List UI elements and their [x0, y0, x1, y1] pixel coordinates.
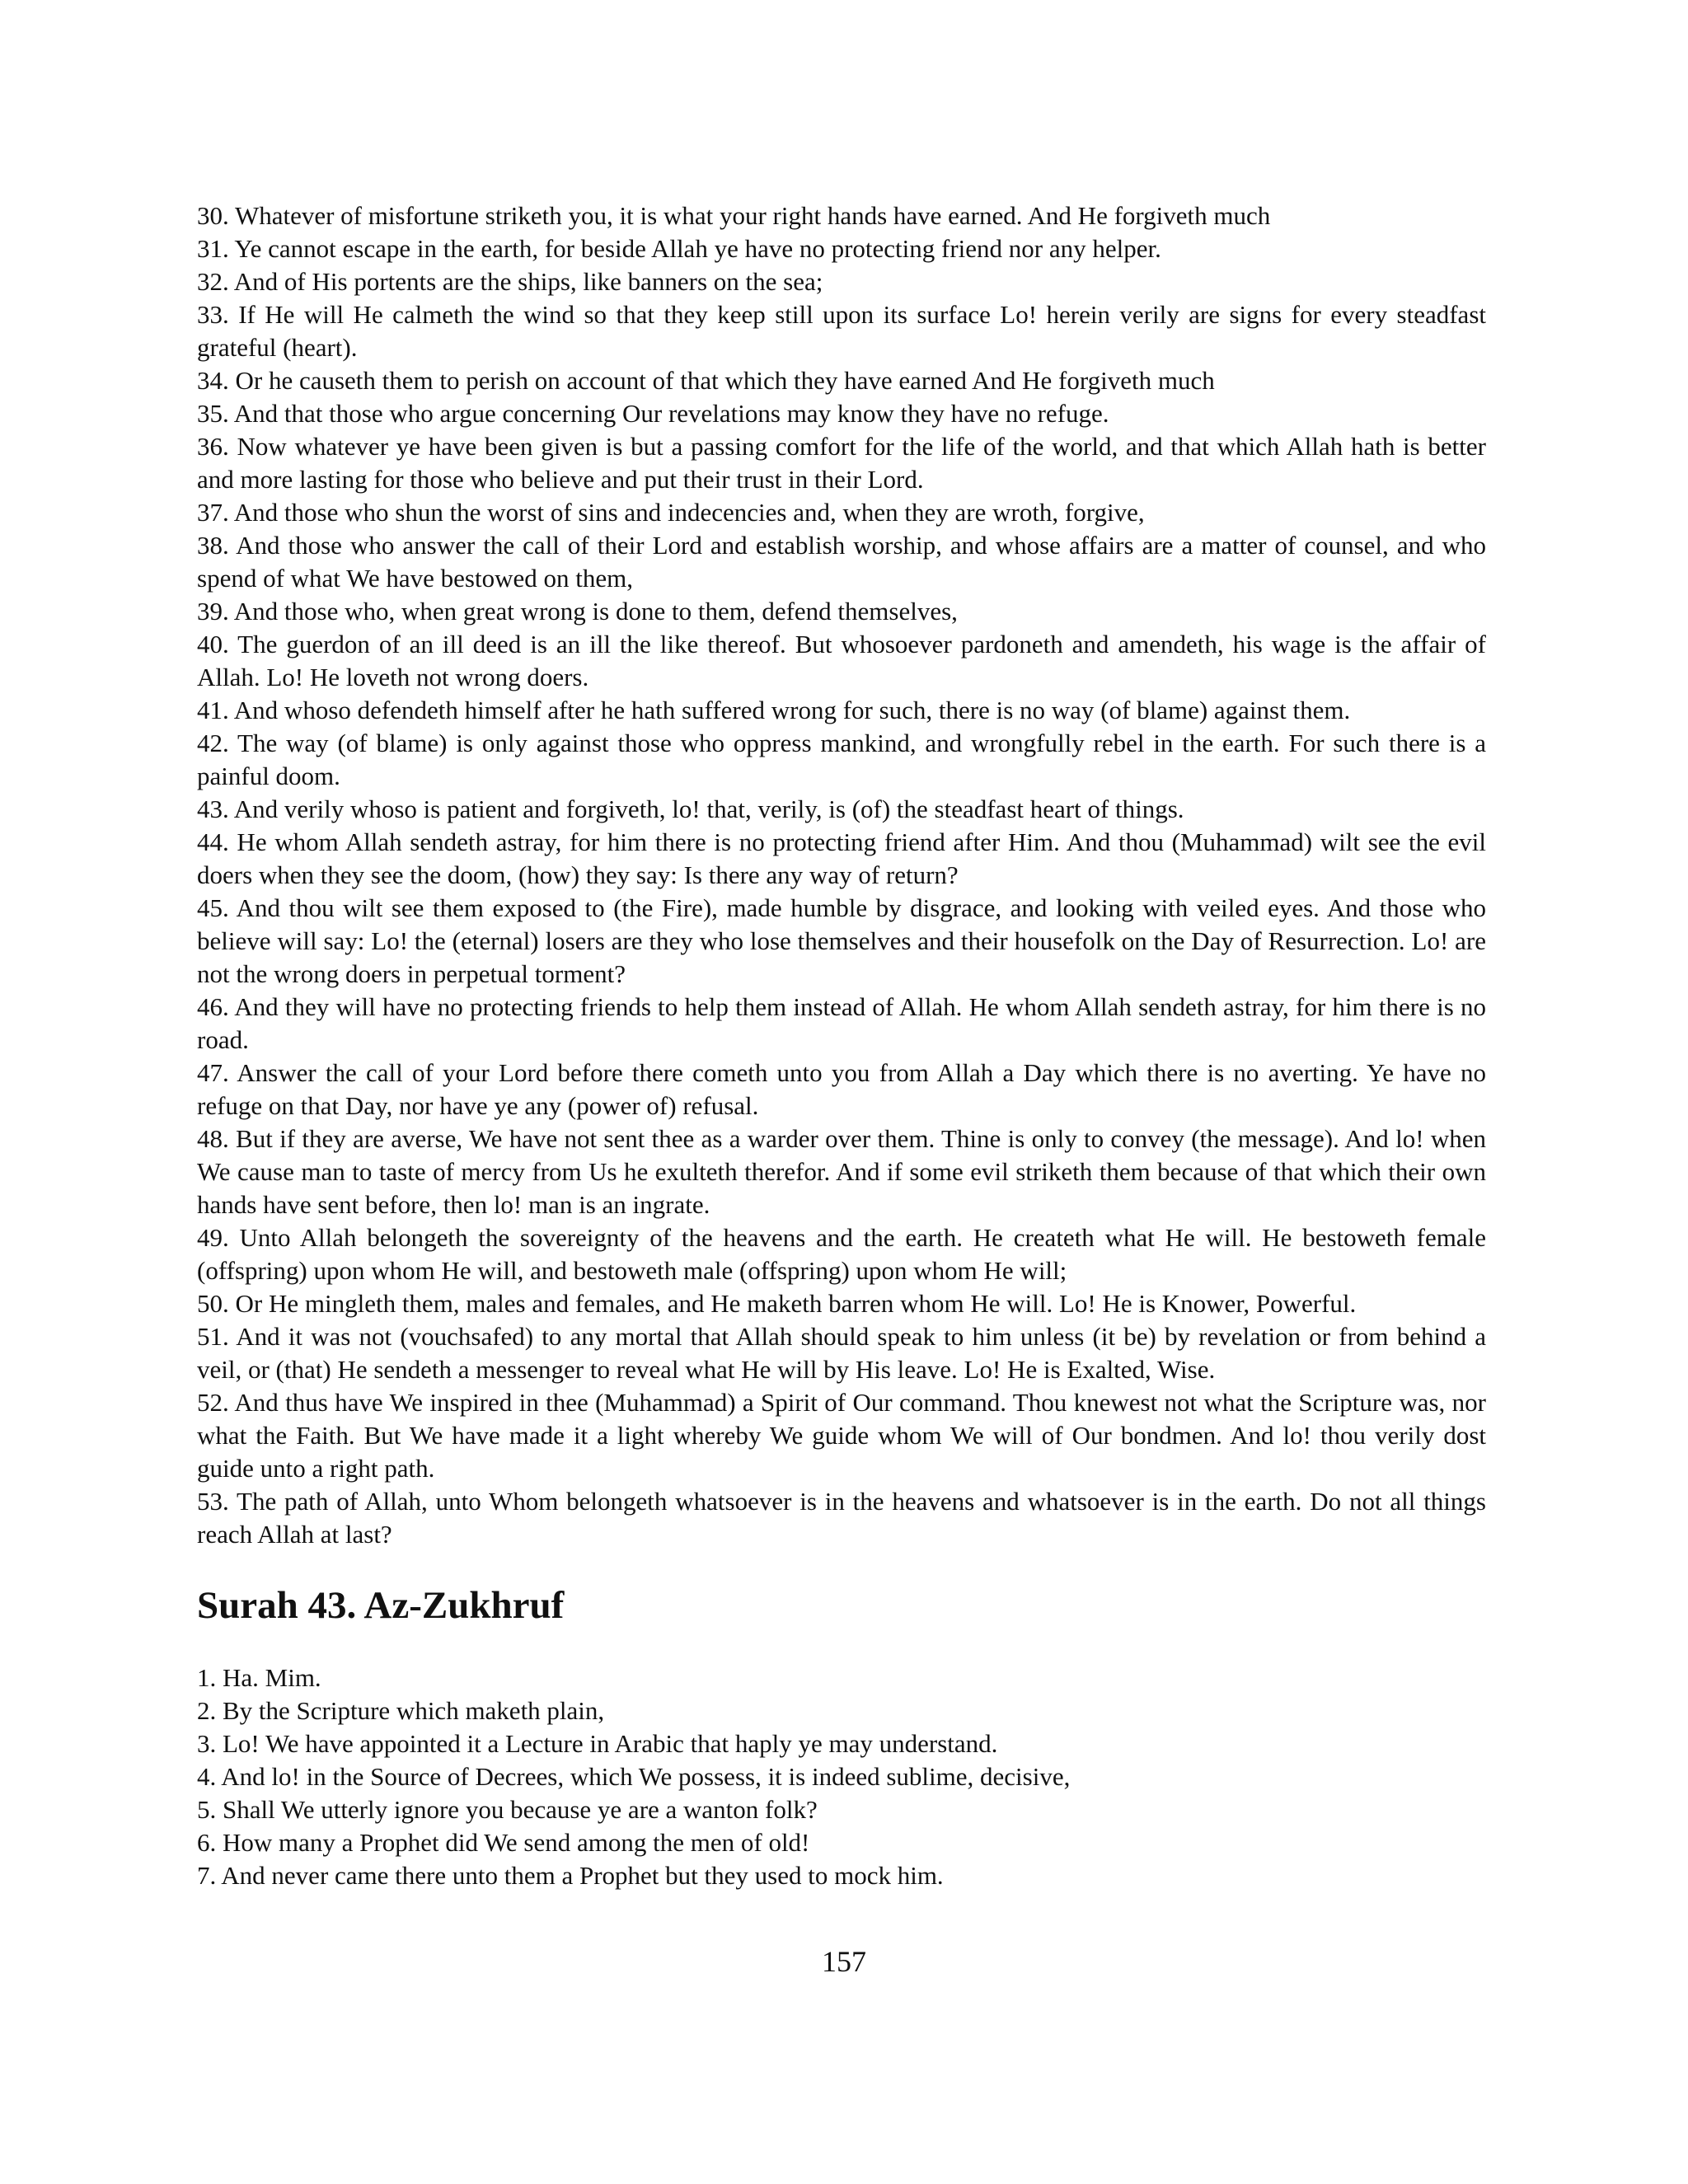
verse-47: 47. Answer the call of your Lord before there cometh unto you from Allah a Day which there is no averting. Ye have no refuge on that Day, nor have ye any (power of) refusal.: [197, 1058, 1486, 1120]
verse-52: 52. And thus have We inspired in thee (Muhammad) a Spirit of Our command. Thou knewest not what the Scripture was, nor what the Faith. But We have made it a light whereby We guide whom We will of Our bondmen. And lo! thou verily dost guide unto a right path.: [197, 1388, 1486, 1483]
verse-35: 35. And that those who argue concerning Our revelations may know they have no refuge.: [197, 399, 1109, 428]
verse-43: 43. And verily whoso is patient and forgiveth, lo! that, verily, is (of) the steadfast heart of things.: [197, 794, 1184, 823]
verse-44: 44. He whom Allah sendeth astray, for him there is no protecting friend after Him. And thou (Muhammad) wilt see the evil doers when they see the doom, (how) they say: Is there any way of return?: [197, 827, 1486, 889]
verse-1: 1. Ha. Mim.: [197, 1663, 321, 1692]
verse-34: 34. Or he causeth them to perish on account of that which they have earned And He forgiveth much: [197, 366, 1215, 395]
verse-7: 7. And never came there unto them a Prophet but they used to mock him.: [197, 1861, 944, 1890]
page-content: [197, 199, 1486, 1892]
verse-48: 48. But if they are averse, We have not sent thee as a warder over them. Thine is only to convey (the message). And lo! when We cause man to taste of mercy from Us he exulteth therefor. And if some evil striketh them because of that which their own hands have sent before, then lo! man is an ingrate.: [197, 1124, 1486, 1219]
verse-50: 50. Or He mingleth them, males and females, and He maketh barren whom He will. Lo! He is Knower, Powerful.: [197, 1289, 1357, 1318]
verse-49: 49. Unto Allah belongeth the sovereignty of the heavens and the earth. He createth what He will. He bestoweth female (offspring) upon whom He will, and bestoweth male (offspring) upon whom He will;: [197, 1223, 1486, 1285]
verse-list-surah-43: [197, 1661, 1486, 1892]
verse-3: 3. Lo! We have appointed it a Lecture in Arabic that haply ye may understand.: [197, 1729, 998, 1758]
verse-32: 32. And of His portents are the ships, like banners on the sea;: [197, 267, 823, 296]
verse-30: 30. Whatever of misfortune striketh you, it is what your right hands have earned. And He forgiveth much: [197, 201, 1271, 230]
verse-2: 2. By the Scripture which maketh plain,: [197, 1696, 605, 1725]
verse-6: 6. How many a Prophet did We send among the men of old!: [197, 1828, 810, 1857]
verse-list-surah-42: [197, 199, 1486, 1551]
surah-heading: Surah 43. Az-Zukhruf: [197, 1584, 565, 1627]
verse-53: 53. The path of Allah, unto Whom belongeth whatsoever is in the heavens and whatsoever is in the earth. Do not all things reach Allah at last?: [197, 1487, 1486, 1549]
verse-42: 42. The way (of blame) is only against those who oppress mankind, and wrongfully rebel in the earth. For such there is a painful doom.: [197, 729, 1486, 790]
verse-5: 5. Shall We utterly ignore you because ye are a wanton folk?: [197, 1795, 818, 1824]
verse-36: 36. Now whatever ye have been given is but a passing comfort for the life of the world, and that which Allah hath is better and more lasting for those who believe and put their trust in their Lord.: [197, 432, 1486, 494]
verse-40: 40. The guerdon of an ill deed is an ill the like thereof. But whosoever pardoneth and amendeth, his wage is the affair of Allah. Lo! He loveth not wrong doers.: [197, 630, 1486, 691]
verse-45: 45. And thou wilt see them exposed to (the Fire), made humble by disgrace, and looking with veiled eyes. And those who believe will say: Lo! the (eternal) losers are they who lose themselves and their housefolk on the Day of Resurrection. Lo! are not the wrong doers in perpetual torment?: [197, 893, 1486, 988]
page-number: 157: [822, 1945, 866, 1978]
verse-33: 33. If He will He calmeth the wind so that they keep still upon its surface Lo! herein verily are signs for every steadfast grateful (heart).: [197, 300, 1486, 362]
verse-51: 51. And it was not (vouchsafed) to any mortal that Allah should speak to him unless (it be) by revelation or from behind a veil, or (that) He sendeth a messenger to reveal what He will by His leave. Lo! He is Exalted, Wise.: [197, 1322, 1486, 1384]
verse-38: 38. And those who answer the call of their Lord and establish worship, and whose affairs are a matter of counsel, and who spend of what We have bestowed on them,: [197, 531, 1486, 593]
verse-37: 37. And those who shun the worst of sins and indecencies and, when they are wroth, forgive,: [197, 498, 1145, 527]
verse-46: 46. And they will have no protecting friends to help them instead of Allah. He whom Allah sendeth astray, for him there is no road.: [197, 992, 1486, 1054]
verse-4: 4. And lo! in the Source of Decrees, which We possess, it is indeed sublime, decisive,: [197, 1762, 1071, 1791]
verse-31: 31. Ye cannot escape in the earth, for beside Allah ye have no protecting friend nor any helper.: [197, 234, 1161, 263]
verse-41: 41. And whoso defendeth himself after he hath suffered wrong for such, there is no way (of blame) against them.: [197, 696, 1351, 724]
verse-39: 39. And those who, when great wrong is done to them, defend themselves,: [197, 597, 958, 626]
